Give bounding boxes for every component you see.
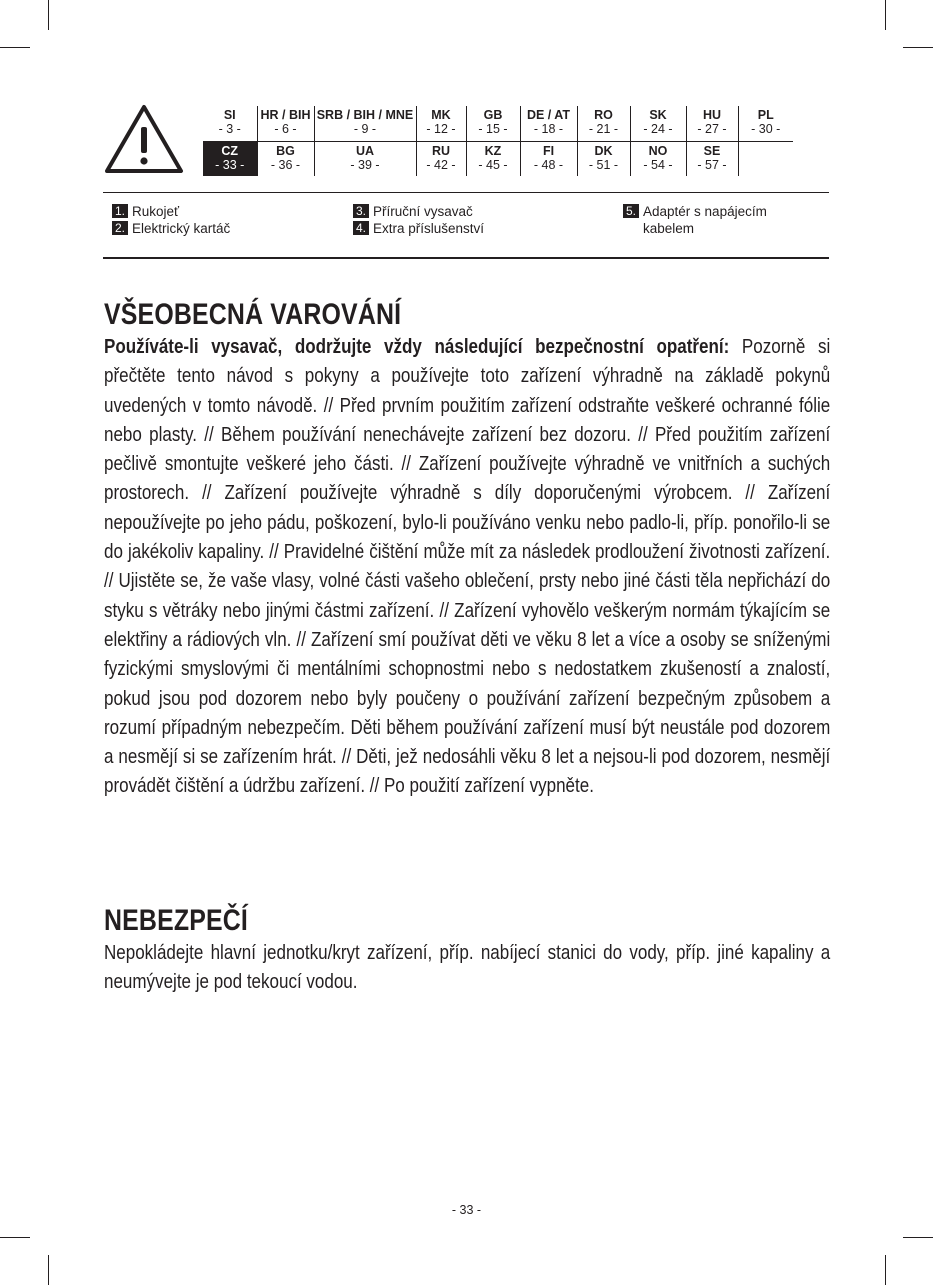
part-item	[353, 220, 484, 237]
part-item	[353, 203, 484, 220]
warning-icon	[103, 103, 185, 175]
part-number: 4.	[353, 221, 369, 235]
lead-text: Používáte-li vysavač, dodržujte vždy následující bezpečnostní opatření:	[104, 335, 730, 358]
lang-cell-sk[interactable]: SK - 24 -	[630, 106, 686, 142]
part-number: 5.	[623, 204, 639, 218]
lang-cell-si[interactable]: SI - 3 -	[203, 106, 257, 142]
general-warnings-section	[104, 298, 830, 801]
crop-mark	[903, 1237, 933, 1238]
part-number: 3.	[353, 204, 369, 218]
lang-cell-cz-active[interactable]: CZ - 33 -	[203, 142, 257, 177]
lang-cell-empty	[738, 142, 793, 177]
language-index-table	[203, 106, 793, 176]
lang-cell-srb-bih-mne[interactable]: SRB / BIH / MNE - 9 -	[314, 106, 416, 142]
parts-list-col-3	[623, 203, 783, 237]
lang-cell-no[interactable]: NO - 54 -	[630, 142, 686, 177]
lang-cell-se[interactable]: SE - 57 -	[686, 142, 738, 177]
page-number: - 33 -	[451, 1203, 482, 1217]
lang-cell-ua[interactable]: UA - 39 -	[314, 142, 416, 177]
section-title: VŠEOBECNÁ VAROVÁNÍ	[104, 298, 402, 331]
lang-cell-ru[interactable]: RU - 42 -	[416, 142, 466, 177]
lang-cell-pl[interactable]: PL - 30 -	[738, 106, 793, 142]
lang-cell-hr-bih[interactable]: HR / BIH - 6 -	[257, 106, 314, 142]
lang-cell-fi[interactable]: FI - 48 -	[520, 142, 577, 177]
crop-mark	[0, 1237, 30, 1238]
part-label: Příruční vysavač	[373, 204, 473, 219]
lang-cell-dk[interactable]: DK - 51 -	[577, 142, 630, 177]
danger-section	[104, 904, 830, 997]
part-number: 1.	[112, 204, 128, 218]
parts-list-col-1	[112, 203, 230, 237]
divider	[103, 192, 829, 193]
crop-mark	[48, 1255, 49, 1285]
part-item	[112, 203, 230, 220]
lang-cell-gb[interactable]: GB - 15 -	[466, 106, 520, 142]
lang-cell-hu[interactable]: HU - 27 -	[686, 106, 738, 142]
crop-mark	[885, 0, 886, 30]
part-label: Elektrický kartáč	[132, 221, 231, 236]
section-title: NEBEZPEČÍ	[104, 904, 249, 937]
divider	[103, 257, 829, 259]
part-label: Extra příslušenství	[373, 221, 485, 236]
lang-cell-kz[interactable]: KZ - 45 -	[466, 142, 520, 177]
lang-cell-mk[interactable]: MK - 12 -	[416, 106, 466, 142]
part-item	[623, 203, 783, 237]
parts-list-col-2	[353, 203, 484, 237]
crop-mark	[0, 47, 30, 48]
general-warnings-text	[104, 332, 830, 801]
crop-mark	[48, 0, 49, 30]
part-item	[112, 220, 230, 237]
part-label: Adaptér s napájecím kabelem	[643, 204, 767, 236]
danger-text: Nepokládejte hlavní jednotku/kryt zařízení, příp. nabíjecí stanici do vody, příp. jiné kapaliny a neumývejte je pod tekoucí vodou.	[104, 941, 831, 994]
lang-cell-bg[interactable]: BG - 36 -	[257, 142, 314, 177]
part-number: 2.	[112, 221, 128, 235]
crop-mark	[885, 1255, 886, 1285]
crop-mark	[903, 47, 933, 48]
lang-cell-ro[interactable]: RO - 21 -	[577, 106, 630, 142]
body-text: Pozorně si přečtěte tento návod s pokyny a používejte toto zařízení výhradně na základě pokynů uvedených v tomto návodě. // Před prvním použitím zařízení odstraňte veškeré ochranné fólie nebo plasty. // Během používání nenechávejte zařízení bez dozoru. // Před použitím zařízení pečlivě smontujte veškeré jeho části. // Zařízení používejte výhradně ve vnitřních a suchých prostorech. // Zařízení používejte výhradně s díly doporučenými výrobcem. // Zařízení nepoužívejte po jeho pádu, poškození, bylo-li používáno venku nebo padlo-li, příp. ponořilo-li se do jakékoliv kapaliny. // Pravidelné čištění může mít za následek prodloužení životnosti zařízení. // Ujistěte se, že vaše vlasy, volné části vašeho oblečení, prsty nebo jiné části těla nepřichází do styku s větráky nebo jinými částmi zařízení. // Zařízení vyhovělo veškerým normám týkajícím se elektřiny a rádiových vln. // Zařízení smí používat děti ve věku 8 let a více a osoby se sníženými fyzickými smyslovými či mentálními schopnostmi nebo s nedostatkem zkušeností a znalostí, pokud jsou pod dozorem nebo byly poučeny o používání zařízení bezpečným způsobem a rozumí případným nebezpečím. Děti během používání zařízení musí být neustále pod dozorem a nesmějí si se zařízením hrát. // Děti, jež nedosáhli věku 8 let a nejsou-li pod dozorem, nesmějí provádět čištění a údržbu zařízení. // Po použití zařízení vypněte.	[104, 335, 831, 798]
lang-cell-de-at[interactable]: DE / AT - 18 -	[520, 106, 577, 142]
part-label: Rukojeť	[132, 204, 180, 219]
